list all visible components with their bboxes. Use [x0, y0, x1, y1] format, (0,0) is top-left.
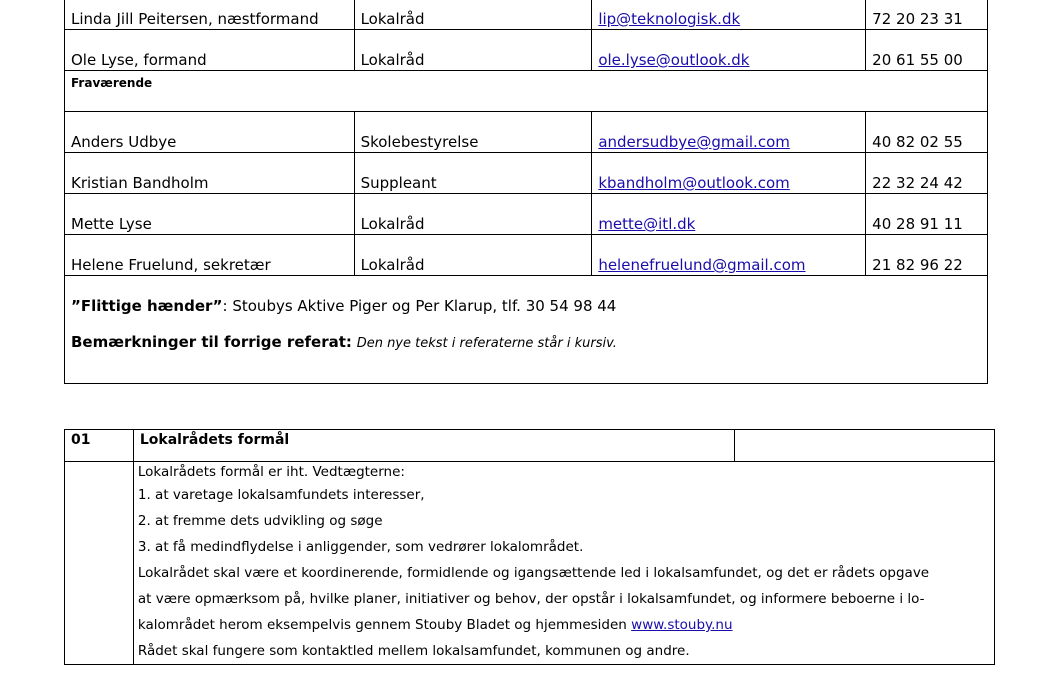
- body-line: 3. at få medindflydelse i anliggender, som vedrører lokalområdet.: [137, 539, 584, 555]
- remarks-note: [71, 333, 981, 351]
- body-line: 1. at varetage lokalsamfundets interesser,: [137, 487, 425, 503]
- member-role: Lokalråd: [354, 0, 592, 30]
- member-phone: 21 82 96 22: [866, 235, 988, 276]
- member-phone: 40 82 02 55: [866, 112, 988, 153]
- absent-heading: Fraværende: [65, 71, 988, 112]
- notes-row: [65, 276, 988, 384]
- member-phone: 22 32 24 42: [866, 153, 988, 194]
- member-name: Anders Udbye: [65, 112, 355, 153]
- body-line-with-link: [138, 612, 990, 638]
- remarks-text: Den nye tekst i referaterne står i kursiv.: [356, 336, 617, 351]
- member-role: Lokalråd: [354, 194, 592, 235]
- table-row: [65, 153, 988, 194]
- member-role: Lokalråd: [354, 235, 592, 276]
- attendance-table: [64, 0, 988, 384]
- member-email-link[interactable]: andersudbye@gmail.com: [598, 133, 790, 151]
- section-header-row: [65, 430, 995, 462]
- section-gutter: [65, 462, 134, 665]
- member-phone: 72 20 23 31: [866, 0, 988, 30]
- agenda-section-table: [64, 429, 995, 665]
- body-line: at være opmærksom på, hvilke planer, initiativer og behov, der opstår i lokalsamfundet, og informere beboerne i lo-: [137, 591, 925, 607]
- helpers-label: ”Flittige hænder”: [71, 297, 223, 315]
- section-body: [133, 462, 994, 665]
- section-blank-cell: [734, 430, 994, 462]
- remarks-label: Bemærkninger til forrige referat:: [71, 333, 352, 351]
- section-number: 01: [65, 430, 134, 462]
- table-row: [65, 235, 988, 276]
- member-email-link[interactable]: mette@itl.dk: [598, 215, 696, 233]
- table-row: [65, 0, 988, 30]
- body-line: Rådet skal fungere som kontaktled mellem lokalsamfundet, kommunen og andre.: [137, 643, 690, 659]
- member-name: Linda Jill Peitersen, næstformand: [65, 0, 355, 30]
- section-title: Lokalrådets formål: [133, 430, 734, 462]
- section-body-row: [65, 462, 995, 665]
- member-name: Ole Lyse, formand: [65, 30, 355, 71]
- absent-heading-row: [65, 71, 988, 112]
- member-name: Helene Fruelund, sekretær: [65, 235, 355, 276]
- body-line-text: kalområdet herom eksempelvis gennem Stouby Bladet og hjemmesiden: [137, 617, 632, 633]
- website-link[interactable]: www.stouby.nu: [631, 617, 733, 633]
- member-role: Lokalråd: [354, 30, 592, 71]
- table-row: [65, 194, 988, 235]
- member-name: Kristian Bandholm: [65, 153, 355, 194]
- notes-cell: [65, 276, 988, 384]
- member-email-link[interactable]: kbandholm@outlook.com: [598, 174, 790, 192]
- body-line: 2. at fremme dets udvikling og søge: [137, 513, 383, 529]
- helpers-note: [71, 297, 981, 315]
- member-email-link[interactable]: ole.lyse@outlook.dk: [598, 51, 750, 69]
- member-email-link[interactable]: helenefruelund@gmail.com: [598, 256, 806, 274]
- member-phone: 20 61 55 00: [866, 30, 988, 71]
- member-role: Skolebestyrelse: [354, 112, 592, 153]
- member-phone: 40 28 91 11: [866, 194, 988, 235]
- body-line: Lokalrådets formål er iht. Vedtægterne:: [137, 464, 405, 480]
- member-name: Mette Lyse: [65, 194, 355, 235]
- helpers-text: : Stoubys Aktive Piger og Per Klarup, tlf. 30 54 98 44: [222, 297, 617, 315]
- table-row: [65, 30, 988, 71]
- member-role: Suppleant: [354, 153, 592, 194]
- member-email-link[interactable]: lip@teknologisk.dk: [598, 10, 741, 28]
- table-row: [65, 112, 988, 153]
- body-line: Lokalrådet skal være et koordinerende, formidlende og igangsættende led i lokalsamfundet, og det er rådets opgave: [137, 565, 930, 581]
